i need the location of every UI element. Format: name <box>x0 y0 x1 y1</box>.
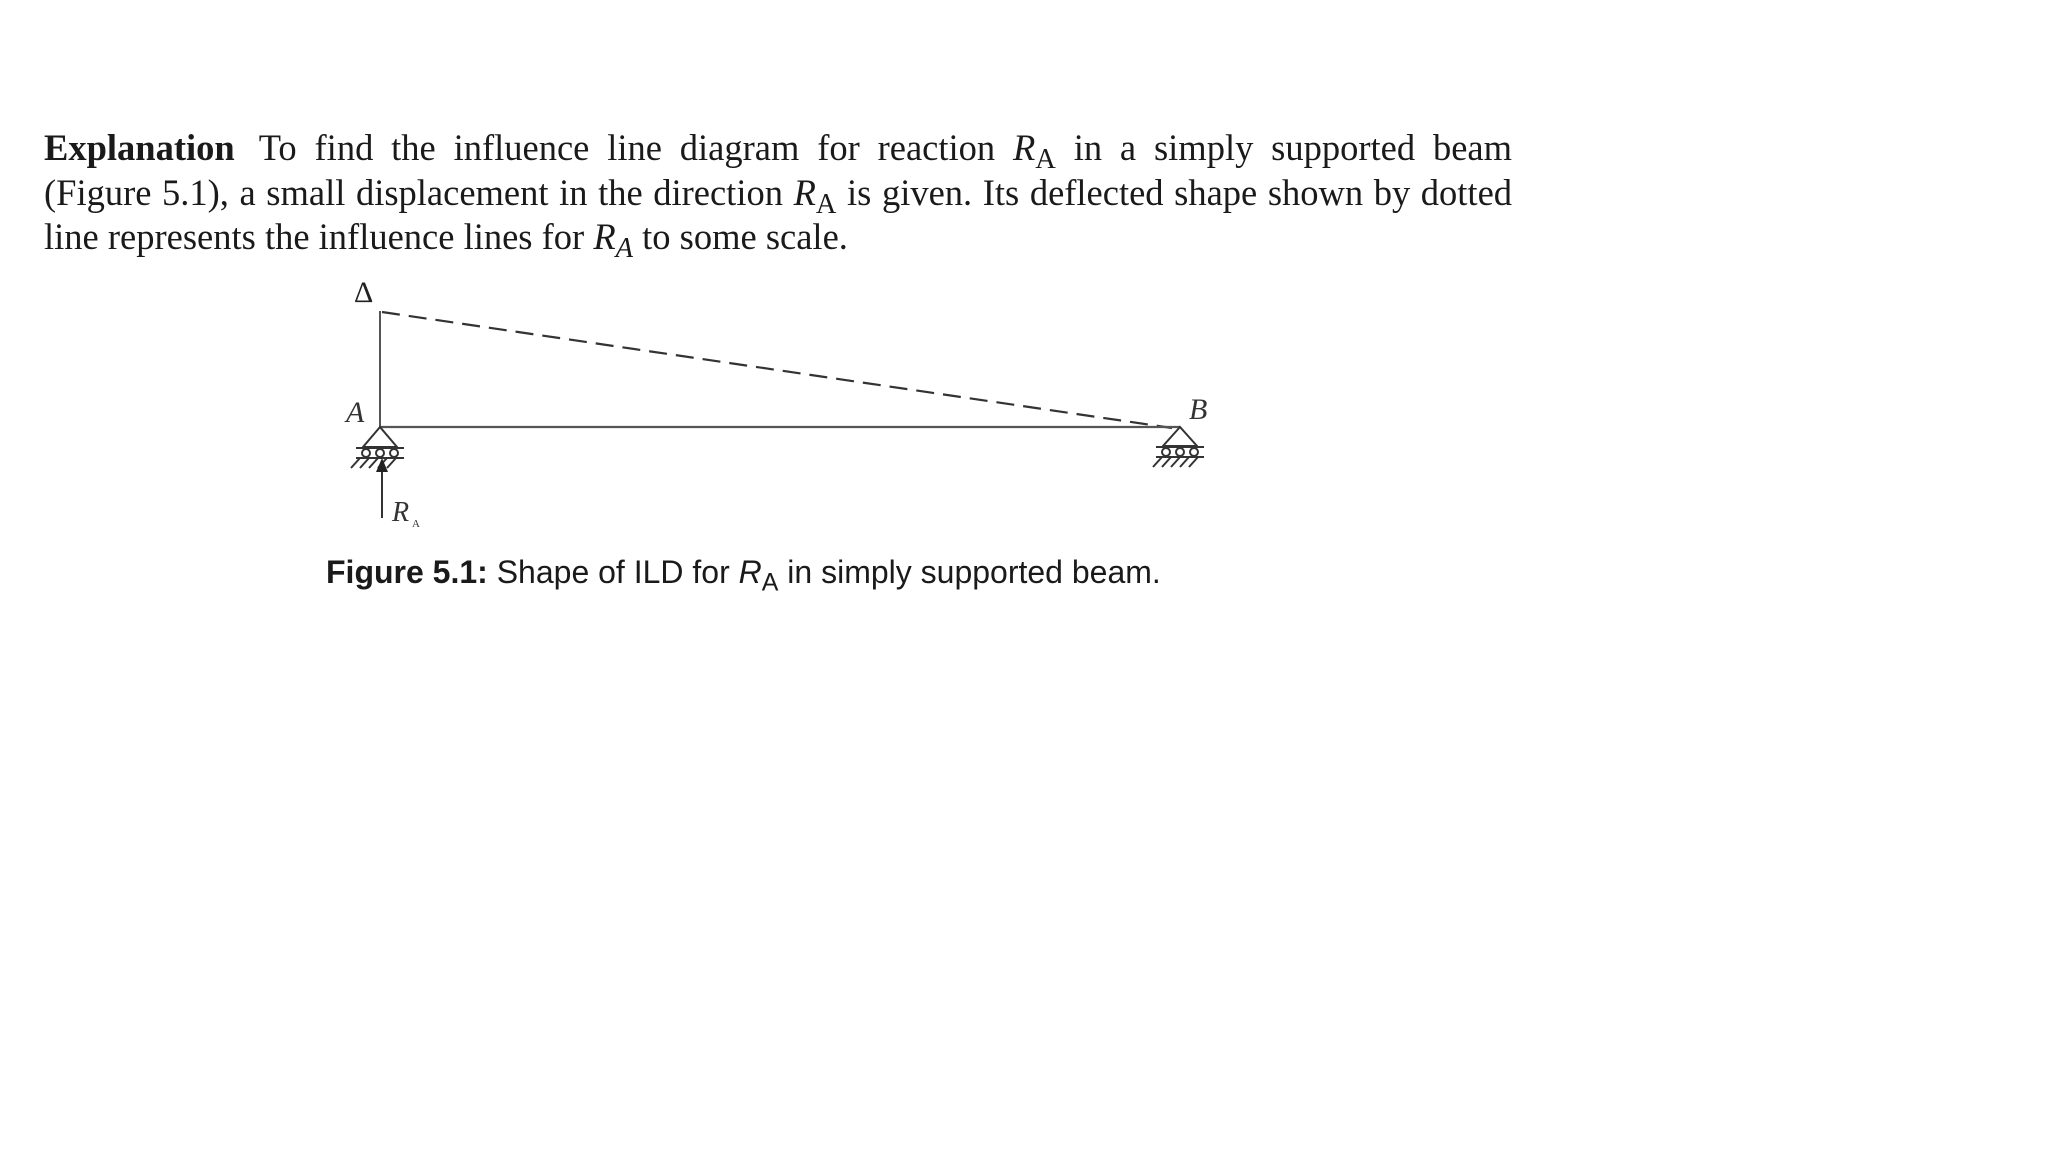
influence-line-dashed <box>382 312 1172 428</box>
explanation-paragraph <box>44 126 1513 264</box>
reaction-symbol: R <box>593 216 616 257</box>
reaction-symbol: R <box>1012 127 1036 168</box>
support-b <box>1153 427 1204 467</box>
support-b-label: B <box>1189 393 1208 426</box>
reaction-subscript: A <box>815 188 837 220</box>
paragraph-text-1: To find the influence line diagram for reaction <box>258 127 996 168</box>
reaction-arrow <box>376 458 388 518</box>
paragraph-text-2: in a simply supported beam (Figure 5.1), a small displacement in the direction <box>44 127 1512 213</box>
caption-text-2: in simply supported beam. <box>787 554 1161 590</box>
support-a-label: A <box>346 396 365 429</box>
reaction-symbol: R <box>793 171 816 213</box>
delta-label: Δ <box>354 276 374 309</box>
paragraph-text-4: to some scale. <box>642 216 848 257</box>
caption-text-1: Shape of ILD for <box>496 554 730 590</box>
caption-subscript: A <box>761 568 779 597</box>
paragraph-text-3: is given. Its deflected shape shown by dotted line represents the influence lines for <box>44 171 1513 257</box>
figure-caption <box>326 552 1161 597</box>
explanation-heading: Explanation <box>44 127 235 168</box>
reaction-label-subscript: A <box>412 518 420 530</box>
support-a <box>351 427 404 468</box>
reaction-subscript: A <box>1035 143 1056 175</box>
caption-label: Figure 5.1: <box>326 554 488 590</box>
caption-symbol: R <box>738 554 762 590</box>
reaction-label: R <box>392 497 410 528</box>
reaction-subscript-italic: A <box>615 232 634 264</box>
